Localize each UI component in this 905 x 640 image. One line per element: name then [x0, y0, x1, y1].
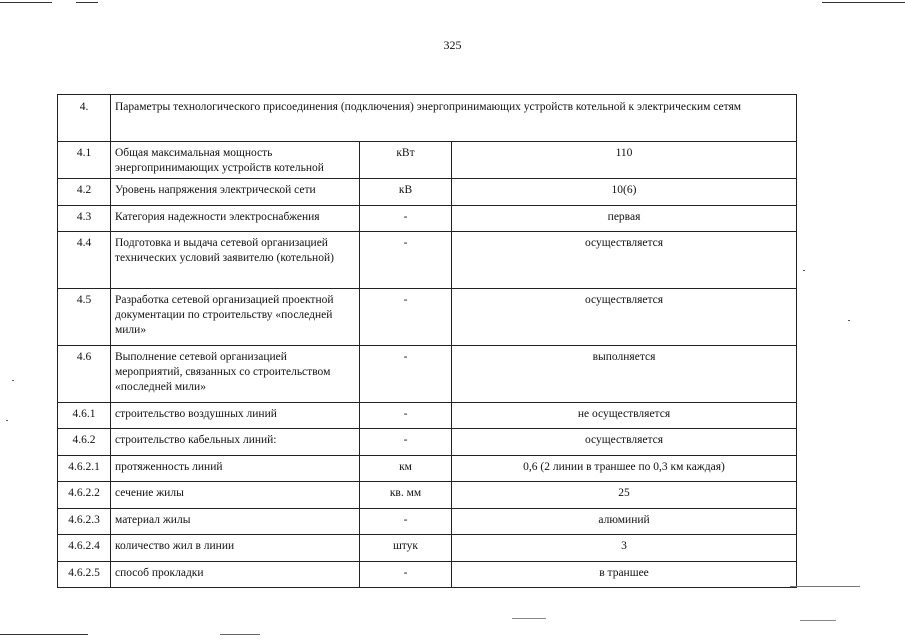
scan-artifact-bottom-left: [0, 634, 88, 635]
row-number: 4.6.2.2: [58, 482, 111, 509]
row-number: 4.6.1: [58, 403, 111, 429]
row-value: в траншее: [452, 562, 797, 588]
row-unit: кВ: [360, 179, 452, 206]
table-row: [58, 206, 797, 232]
table-row: [58, 179, 797, 206]
row-unit: кВт: [360, 142, 452, 179]
row-value: 25: [452, 482, 797, 509]
row-parameter-name: Категория надежности электроснабжения: [111, 206, 360, 232]
row-parameter-name: материал жилы: [111, 509, 360, 535]
table-row: [58, 482, 797, 509]
scan-artifact-top-left-2: [76, 2, 98, 3]
section-title: Параметры технологического присоединения (подключения) энергопринимающих устройств котельной к электрическим сетям: [111, 95, 797, 142]
table-row: [58, 456, 797, 482]
row-value: выполняется: [452, 346, 797, 403]
row-number: 4.1: [58, 142, 111, 179]
scan-artifact-dot: [848, 320, 850, 321]
row-unit: -: [360, 206, 452, 232]
row-value: 10(6): [452, 179, 797, 206]
row-value: 3: [452, 535, 797, 562]
row-value: осуществляется: [452, 289, 797, 346]
row-parameter-name: способ прокладки: [111, 562, 360, 588]
row-value: осуществляется: [452, 429, 797, 456]
row-parameter-name: сечение жилы: [111, 482, 360, 509]
row-value: не осуществляется: [452, 403, 797, 429]
row-unit: -: [360, 429, 452, 456]
row-number: 4.6.2.5: [58, 562, 111, 588]
scan-artifact-bottom-mid-2: [512, 618, 546, 619]
page-number: 325: [443, 38, 462, 52]
row-parameter-name: строительство кабельных линий:: [111, 429, 360, 456]
row-number: 4.2: [58, 179, 111, 206]
row-unit: -: [360, 289, 452, 346]
table-row: [58, 346, 797, 403]
row-value: алюминий: [452, 509, 797, 535]
row-parameter-name: Уровень напряжения электрической сети: [111, 179, 360, 206]
scan-artifact-dot: [803, 270, 805, 271]
row-number: 4.6: [58, 346, 111, 403]
section-number: 4.: [58, 95, 111, 142]
scan-artifact-top-right: [822, 2, 905, 3]
row-parameter-name: строительство воздушных линий: [111, 403, 360, 429]
row-unit: штук: [360, 535, 452, 562]
row-unit: -: [360, 562, 452, 588]
scan-artifact-bottom-right: [790, 586, 860, 587]
row-number: 4.6.2: [58, 429, 111, 456]
row-value: 110: [452, 142, 797, 179]
row-number: 4.4: [58, 232, 111, 289]
table-row: [58, 562, 797, 588]
table-row: [58, 289, 797, 346]
row-unit: кв. мм: [360, 482, 452, 509]
row-number: 4.3: [58, 206, 111, 232]
table-row: [58, 429, 797, 456]
row-unit: -: [360, 232, 452, 289]
row-parameter-name: Подготовка и выдача сетевой организацией технических условий заявителю (котельной): [111, 232, 360, 289]
scan-artifact-top-left: [0, 2, 52, 3]
row-unit: -: [360, 509, 452, 535]
row-parameter-name: Разработка сетевой организацией проектной документации по строительству «последней мили»: [111, 289, 360, 346]
row-unit: км: [360, 456, 452, 482]
table-row: [58, 535, 797, 562]
row-number: 4.6.2.3: [58, 509, 111, 535]
table-row: [58, 142, 797, 179]
row-number: 4.6.2.1: [58, 456, 111, 482]
scan-artifact-dot: [6, 420, 8, 421]
row-number: 4.6.2.4: [58, 535, 111, 562]
row-parameter-name: протяженность линий: [111, 456, 360, 482]
table-row: [58, 403, 797, 429]
row-value: первая: [452, 206, 797, 232]
parameters-table: [57, 94, 797, 588]
scan-artifact-bottom-mid: [220, 634, 260, 635]
table-row: [58, 509, 797, 535]
table-row: [58, 232, 797, 289]
section-row: [58, 95, 797, 142]
scan-artifact-bottom-right-2: [800, 620, 836, 621]
row-parameter-name: Общая максимальная мощность энергопринимающих устройств котельной: [111, 142, 360, 179]
row-parameter-name: количество жил в линии: [111, 535, 360, 562]
row-value: осуществляется: [452, 232, 797, 289]
row-number: 4.5: [58, 289, 111, 346]
row-value: 0,6 (2 линии в траншее по 0,3 км каждая): [452, 456, 797, 482]
row-unit: -: [360, 403, 452, 429]
row-parameter-name: Выполнение сетевой организацией мероприятий, связанных со строительством «последней мили»: [111, 346, 360, 403]
row-unit: -: [360, 346, 452, 403]
scan-artifact-dot: [12, 380, 14, 381]
